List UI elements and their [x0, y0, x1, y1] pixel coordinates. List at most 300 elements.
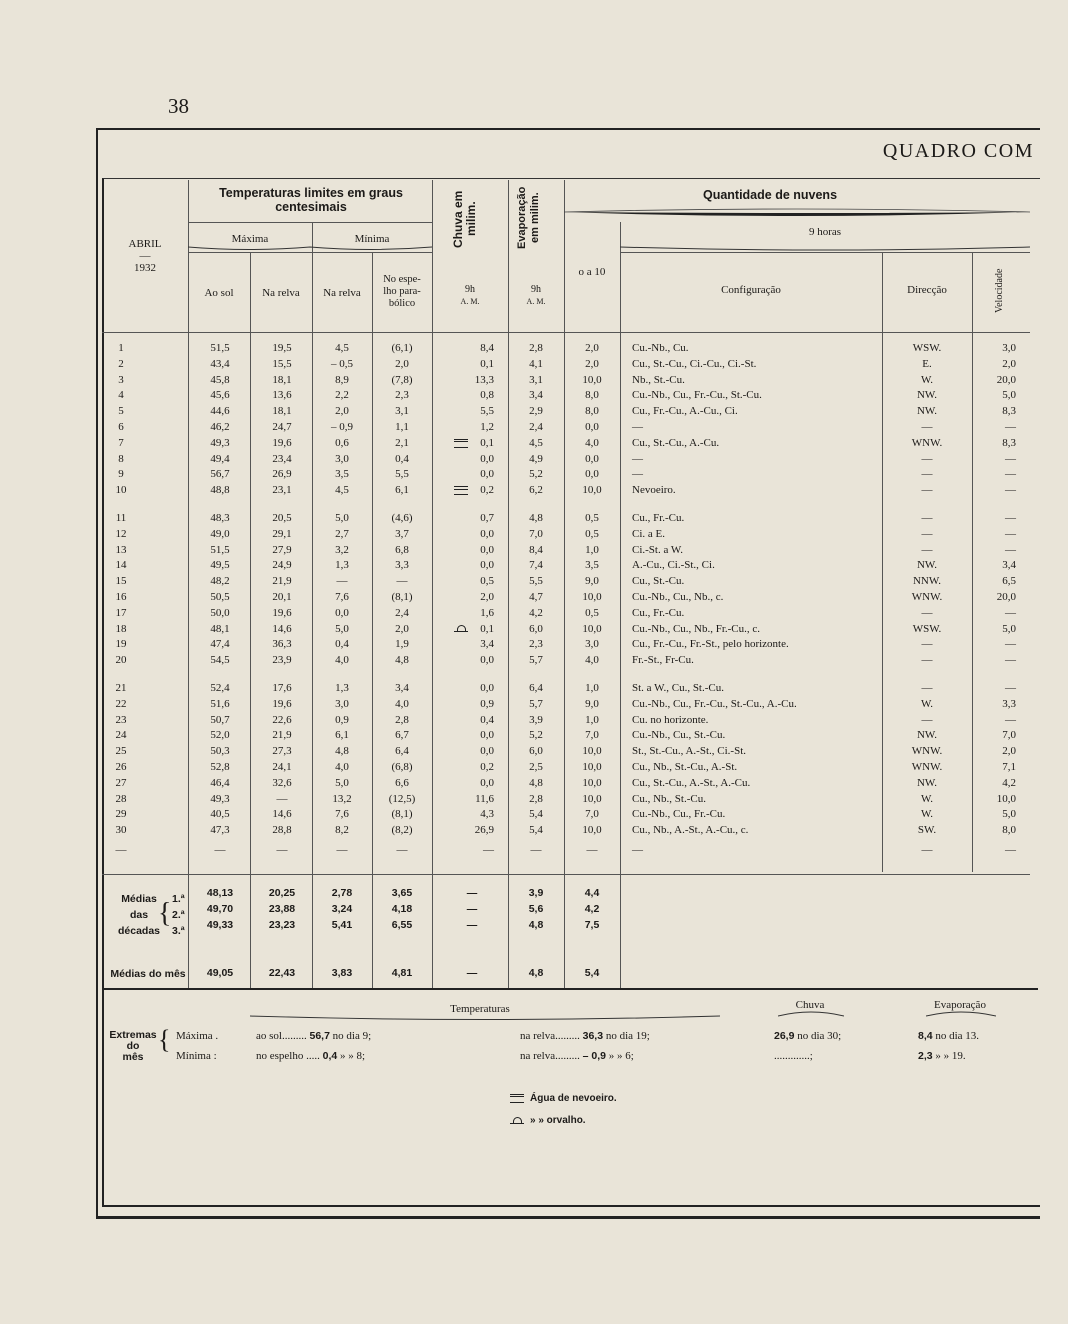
- cell-sol: 48,8: [210, 484, 230, 497]
- cell-neb: 10,0: [582, 792, 602, 805]
- das-label: das: [129, 909, 149, 921]
- header-swoosh: [188, 244, 432, 254]
- cell-d: 18: [115, 622, 127, 635]
- cell-ev: 6,0: [529, 745, 543, 758]
- row-divider: [102, 988, 1038, 990]
- cell-ev: 2,3: [529, 638, 543, 651]
- cell-dir: NW.: [916, 776, 938, 789]
- evaporacao-title: Evaporação: [934, 999, 986, 1011]
- cell-rmx: 29,1: [272, 527, 292, 540]
- table-row: [102, 712, 1038, 728]
- direccao-header: Direcção: [907, 284, 947, 296]
- cell-neb: 0,0: [585, 468, 599, 481]
- year-label: 1932: [134, 262, 156, 274]
- cell-d: 22: [115, 697, 127, 710]
- table-row: [102, 696, 1038, 712]
- table-title: QUADRO COM: [882, 140, 1034, 162]
- cell-rmn: 5,0: [335, 622, 349, 635]
- cell-ch: 2,0: [480, 591, 494, 603]
- cell-ch: 13,3: [474, 373, 494, 386]
- cell-d: 29: [115, 808, 127, 821]
- cell-cfg: Nb., St.-Cu.: [632, 373, 685, 386]
- month-label: ABRIL: [128, 238, 162, 250]
- cell-neb: 4,0: [585, 654, 599, 667]
- cell-vel: 3,3: [1002, 697, 1016, 710]
- cell-dir: WNW.: [911, 761, 943, 773]
- table-row: [102, 482, 1038, 498]
- cell-cfg: Cu., Nb., St.-Cu.: [632, 792, 706, 805]
- cell-ev: 4,5: [529, 436, 543, 449]
- cell-rmn: 3,5: [335, 468, 349, 481]
- table-row: [102, 652, 1038, 668]
- cell-cfg: Cu., St.-Cu., A.-Cu.: [632, 436, 720, 449]
- cell-vel: 5,0: [1002, 808, 1016, 821]
- row-divider: [102, 874, 1030, 875]
- cell-ev: 4,9: [529, 452, 543, 465]
- summary-row: [102, 901, 1038, 917]
- cell-d: 8: [118, 452, 124, 465]
- cell-rmn: 8,2: [335, 824, 349, 837]
- cell-ev: 5,5: [529, 575, 543, 588]
- cell-esp: 3,1: [395, 405, 409, 418]
- table-row: [102, 589, 1038, 605]
- table-row: [102, 806, 1038, 822]
- cell-sol: 50,0: [210, 606, 230, 619]
- summary-cell-rmx: 20,25: [268, 887, 296, 899]
- cell-neb: 0,0: [585, 421, 599, 433]
- cell-dir: —: [921, 468, 933, 481]
- cell-d: 1: [118, 342, 124, 354]
- cell-cfg: Cu.-Nb., Cu., St.-Cu.: [632, 729, 726, 742]
- cell-ch: 0,2: [480, 484, 494, 497]
- cell-cfg: —: [632, 468, 643, 481]
- summary-cell-ch: —: [466, 919, 478, 931]
- cell-rmx: 14,6: [272, 808, 292, 821]
- cell-rmn: —: [336, 844, 348, 856]
- cell-cfg: Cu., Nb., St.-Cu., A.-St.: [632, 761, 738, 773]
- cell-sol: 46,2: [210, 421, 230, 433]
- cell-neb: 2,0: [585, 357, 599, 370]
- cell-dir: E.: [922, 357, 932, 370]
- cell-cfg: Nevoeiro.: [632, 484, 676, 497]
- legend-fog: Água de nevoeiro.: [530, 1093, 617, 1104]
- cell-neb: 7,0: [585, 808, 599, 821]
- cell-vel: —: [1005, 527, 1016, 540]
- medias-label: Médias: [121, 893, 157, 905]
- cell-esp: (6,1): [391, 342, 413, 354]
- cell-rmx: 22,6: [272, 713, 292, 726]
- cell-ch: 0,0: [480, 468, 494, 481]
- cell-dir: —: [921, 452, 933, 465]
- cell-rmx: 27,9: [272, 543, 292, 556]
- decadas-label: décadas: [117, 925, 161, 937]
- cell-rmx: 19,6: [272, 606, 292, 619]
- brace: {: [158, 1025, 171, 1054]
- cell-ch: 1,2: [480, 421, 494, 433]
- cell-dir: —: [921, 543, 933, 556]
- velocidade-header: Velocidade: [994, 268, 1005, 314]
- table-row: [102, 621, 1038, 637]
- cell-neb: 0,0: [585, 452, 599, 465]
- cell-sol: 51,6: [210, 697, 230, 710]
- cell-d: 20: [115, 654, 127, 667]
- cell-d: 2: [118, 357, 124, 370]
- month-cell-neb: 5,4: [584, 967, 600, 979]
- cell-rmn: —: [336, 575, 348, 588]
- cell-rmn: 3,0: [335, 452, 349, 465]
- cell-rmn: 5,0: [335, 512, 349, 524]
- summary-cell-ch: —: [466, 903, 478, 915]
- cell-sol: —: [214, 844, 226, 856]
- cell-rmn: 7,6: [335, 808, 349, 821]
- table-row: [102, 356, 1038, 372]
- cell-vel: 8,3: [1002, 436, 1016, 449]
- cell-sol: 56,7: [210, 468, 230, 481]
- nuvens-header: Quantidade de nuvens: [702, 188, 838, 202]
- cell-ch: 0,1: [480, 357, 494, 370]
- cell-vel: —: [1005, 543, 1016, 556]
- cell-d: 3: [118, 373, 124, 386]
- cell-ch: 0,0: [480, 745, 494, 758]
- table-row: [102, 542, 1038, 558]
- cell-vel: —: [1005, 606, 1016, 619]
- cell-d: 16: [115, 591, 127, 603]
- nove-horas-header: 9 horas: [808, 226, 842, 238]
- cell-ev: 6,4: [529, 682, 543, 694]
- cell-dir: SW.: [917, 824, 937, 837]
- cell-cfg: St., St.-Cu., A.-St., Ci.-St.: [632, 745, 747, 758]
- cell-d: 6: [118, 421, 124, 433]
- cell-vel: 3,4: [1002, 559, 1016, 572]
- cell-d: 14: [115, 559, 127, 572]
- cell-dir: W.: [920, 697, 934, 710]
- cell-esp: 3,3: [395, 559, 409, 572]
- temperaturas-title: Temperaturas: [450, 1003, 510, 1015]
- cell-cfg: Cu.-Nb., Cu., Fr.-Cu., St.-Cu., A.-Cu.: [632, 697, 797, 710]
- cell-rmx: 24,9: [272, 559, 292, 572]
- cell-cfg: Fr.-St., Fr-Cu.: [632, 654, 694, 667]
- cell-sol: 47,4: [210, 638, 230, 651]
- cell-rmx: 23,9: [272, 654, 292, 667]
- cell-ch: 0,2: [480, 761, 494, 773]
- cell-neb: 0,5: [585, 527, 599, 540]
- cell-neb: 0,5: [585, 512, 599, 524]
- cell-rmx: 23,4: [272, 452, 292, 465]
- min-esp-day: » » 8;: [339, 1050, 366, 1062]
- cell-rmx: 20,5: [272, 512, 292, 524]
- decada-1: 1.ª: [172, 893, 185, 905]
- month-cell-ch: —: [466, 967, 478, 979]
- cell-esp: 6,4: [395, 745, 409, 758]
- decada-3: 3.ª: [172, 925, 185, 937]
- cell-ch: 3,4: [480, 638, 494, 651]
- cell-ch: 0,7: [480, 512, 494, 524]
- cell-dir: —: [921, 682, 933, 694]
- cell-cfg: —: [632, 421, 643, 433]
- cell-neb: 9,0: [585, 575, 599, 588]
- cell-d: 25: [115, 745, 127, 758]
- min-relva-value: – 0,9: [582, 1050, 606, 1062]
- relva-min-header: Na relva: [323, 287, 361, 299]
- cell-cfg: Cu., Fr.-Cu., A.-Cu., Ci.: [632, 405, 738, 418]
- table-row: [102, 743, 1038, 759]
- cell-cfg: Cu.-Nb., Cu., Fr.-Cu.: [632, 808, 726, 821]
- cell-ch: —: [483, 844, 494, 856]
- table-row: [102, 419, 1038, 435]
- summary-cell-sol: 49,33: [206, 919, 234, 931]
- cell-ev: 2,9: [529, 405, 543, 418]
- cell-ch: 0,0: [480, 452, 494, 465]
- cell-rmn: 2,2: [335, 389, 349, 402]
- cell-d: 12: [115, 527, 127, 540]
- cell-sol: 45,8: [210, 373, 230, 386]
- section-swoosh: [250, 1014, 720, 1024]
- cell-d: 24: [115, 729, 127, 742]
- month-dash: —: [139, 250, 151, 262]
- cell-sol: 49,3: [210, 436, 230, 449]
- cell-ev: 5,2: [529, 729, 543, 742]
- cell-cfg: Cu., St.-Cu., A.-St., A.-Cu.: [632, 776, 751, 789]
- max-chuva-value: 26,9: [774, 1030, 795, 1042]
- row-divider: [188, 222, 432, 223]
- month-row: [102, 965, 1038, 981]
- month-cell-rmn: 3,83: [331, 967, 353, 979]
- cell-d: 9: [118, 468, 124, 481]
- cell-sol: 50,3: [210, 745, 230, 758]
- summary-row: [102, 885, 1038, 901]
- cell-sol: 52,8: [210, 761, 230, 773]
- cell-dir: —: [921, 512, 933, 524]
- summary-cell-ch: —: [466, 887, 478, 899]
- max-sol-day: no dia 9;: [332, 1030, 372, 1042]
- table-row: [102, 526, 1038, 542]
- cell-rmn: 4,0: [335, 654, 349, 667]
- cell-dir: WNW.: [911, 745, 943, 758]
- evaporacao-header: Evaporação em milim.: [516, 186, 541, 250]
- cell-rmn: 13,2: [332, 792, 352, 805]
- summary-cell-esp: 4,18: [391, 903, 413, 915]
- cell-ch: 26,9: [474, 824, 494, 837]
- cell-rmn: 4,8: [335, 745, 349, 758]
- cell-esp: 3,7: [395, 527, 409, 540]
- cell-vel: 10,0: [996, 792, 1016, 805]
- cell-dir: WNW.: [911, 436, 943, 449]
- cell-vel: 2,0: [1002, 357, 1016, 370]
- cell-rmn: – 0,5: [331, 357, 353, 370]
- summary-cell-rmx: 23,23: [268, 919, 296, 931]
- max-sol-value: 56,7: [309, 1030, 330, 1042]
- cell-ev: 4,8: [529, 512, 543, 524]
- cell-ev: 3,1: [529, 373, 543, 386]
- cell-neb: 10,0: [582, 484, 602, 497]
- cell-dir: W.: [920, 373, 934, 386]
- cell-sol: 49,4: [210, 452, 230, 465]
- cell-cfg: Cu., St.-Cu.: [632, 575, 685, 588]
- cell-cfg: St. a W., Cu., St.-Cu.: [632, 682, 724, 694]
- month-cell-rmx: 22,43: [268, 967, 296, 979]
- cell-rmn: 4,0: [335, 761, 349, 773]
- table-row: [102, 557, 1038, 573]
- cell-ch: 0,0: [480, 543, 494, 556]
- cell-ev: 6,0: [529, 622, 543, 635]
- cell-neb: 8,0: [585, 389, 599, 402]
- cell-dir: WNW.: [911, 591, 943, 603]
- cell-sol: 46,4: [210, 776, 230, 789]
- cell-neb: 0,5: [585, 606, 599, 619]
- cell-sol: 48,1: [210, 622, 230, 635]
- cell-sol: 48,2: [210, 575, 230, 588]
- cell-rmx: —: [276, 844, 288, 856]
- cell-cfg: —: [632, 844, 643, 856]
- cell-esp: 2,4: [395, 606, 409, 619]
- cell-d: 13: [115, 543, 127, 556]
- cell-cfg: Cu., St.-Cu., Ci.-Cu., Ci.-St.: [632, 357, 757, 370]
- cell-d: 15: [115, 575, 127, 588]
- cell-rmx: 18,1: [272, 405, 292, 418]
- cell-cfg: Cu., Fr.-Cu., Fr.-St., pelo horizonte.: [632, 638, 789, 651]
- header-swoosh: [564, 204, 1030, 220]
- cell-ev: 5,2: [529, 468, 543, 481]
- cell-rmx: 21,9: [272, 575, 292, 588]
- cell-esp: 0,4: [395, 452, 409, 465]
- cell-vel: 4,2: [1002, 776, 1016, 789]
- cell-rmx: 15,5: [272, 357, 292, 370]
- cell-ev: 4,2: [529, 606, 543, 619]
- cell-rmx: 14,6: [272, 622, 292, 635]
- table-row: [102, 727, 1038, 743]
- cell-rmx: 24,7: [272, 421, 292, 433]
- max-relva-label: na relva.........: [520, 1030, 580, 1042]
- cell-vel: —: [1005, 844, 1016, 856]
- summary-cell-neb: 4,4: [584, 887, 600, 899]
- cell-ch: 4,3: [480, 808, 494, 821]
- cell-rmn: 7,6: [335, 591, 349, 603]
- cell-vel: 6,5: [1002, 575, 1016, 588]
- cell-vel: 20,0: [996, 373, 1016, 386]
- table-row: [102, 842, 1038, 858]
- cell-rmn: 0,6: [335, 436, 349, 449]
- min-evap-day: » » 19.: [935, 1050, 966, 1062]
- cell-d: —: [115, 844, 127, 856]
- cell-dir: NNW.: [912, 575, 941, 588]
- cell-sol: 52,4: [210, 682, 230, 694]
- summary-cell-neb: 4,2: [584, 903, 600, 915]
- cell-vel: 5,0: [1002, 389, 1016, 402]
- cell-d: 5: [118, 405, 124, 418]
- cell-dir: NW.: [916, 405, 938, 418]
- table-row: [102, 340, 1038, 356]
- cell-rmn: 0,0: [335, 606, 349, 619]
- cell-esp: (7,8): [391, 373, 413, 386]
- extreme-min-label: Mínima :: [176, 1050, 217, 1062]
- max-relva-day: no dia 19;: [605, 1030, 650, 1042]
- table-row: [102, 451, 1038, 467]
- cell-rmx: 28,8: [272, 824, 292, 837]
- cell-neb: —: [586, 844, 598, 856]
- cell-vel: 2,0: [1002, 745, 1016, 758]
- cell-vel: —: [1005, 484, 1016, 497]
- cell-sol: 50,5: [210, 591, 230, 603]
- cell-sol: 49,3: [210, 792, 230, 805]
- header-swoosh: [620, 243, 1030, 253]
- cell-esp: 2,0: [395, 622, 409, 635]
- cell-rmx: 19,6: [272, 697, 292, 710]
- cell-dir: W.: [920, 808, 934, 821]
- cell-ev: 4,8: [529, 776, 543, 789]
- cell-d: 4: [118, 389, 124, 402]
- cell-esp: —: [396, 844, 408, 856]
- min-relva-day: » » 6;: [608, 1050, 634, 1062]
- cell-ev: 7,4: [529, 559, 543, 572]
- cell-sol: 49,5: [210, 559, 230, 572]
- summary-cell-neb: 7,5: [584, 919, 600, 931]
- month-cell-esp: 4,81: [391, 967, 413, 979]
- cell-cfg: —: [632, 452, 643, 465]
- cell-d: 17: [115, 606, 127, 619]
- page-number: 38: [168, 94, 189, 118]
- table-row: [102, 372, 1038, 388]
- chuva-header: Chuva em milim.: [451, 190, 478, 248]
- cell-esp: 1,9: [395, 638, 409, 651]
- cell-dir: NW.: [916, 389, 938, 402]
- cell-dir: WSW.: [912, 622, 942, 635]
- cell-neb: 10,0: [582, 761, 602, 773]
- cell-vel: 8,3: [1002, 405, 1016, 418]
- fog-symbol-icon: [454, 486, 468, 495]
- maxima-header: Máxima: [231, 233, 269, 245]
- min-chuva: .............;: [774, 1050, 813, 1062]
- cell-esp: (8,1): [391, 591, 413, 603]
- minima-header: Mínima: [354, 233, 390, 245]
- brace: {: [158, 898, 172, 929]
- cell-vel: —: [1005, 421, 1016, 433]
- decada-2: 2.ª: [172, 909, 185, 921]
- cell-vel: —: [1005, 654, 1016, 667]
- cell-ch: 0,0: [480, 654, 494, 667]
- cell-rmn: 8,9: [335, 373, 349, 386]
- cell-rmx: 17,6: [272, 682, 292, 694]
- cell-rmn: 2,7: [335, 527, 349, 540]
- cell-neb: 10,0: [582, 373, 602, 386]
- cell-dir: —: [921, 527, 933, 540]
- section-swoosh: [778, 1010, 844, 1020]
- cell-vel: —: [1005, 512, 1016, 524]
- summary-cell-rmn: 3,24: [331, 903, 353, 915]
- cell-sol: 52,0: [210, 729, 230, 742]
- cell-rmx: 19,6: [272, 436, 292, 449]
- summary-cell-rmx: 23,88: [268, 903, 296, 915]
- cell-ev: —: [530, 844, 542, 856]
- cell-vel: 3,0: [1002, 342, 1016, 354]
- cell-esp: 2,8: [395, 713, 409, 726]
- cell-ev: 4,7: [529, 591, 543, 603]
- cell-dir: NW.: [916, 729, 938, 742]
- cell-d: 27: [115, 776, 127, 789]
- fog-symbol-icon: [510, 1094, 524, 1103]
- cell-ev: 3,4: [529, 389, 543, 402]
- max-sol-label: ao sol.........: [256, 1030, 307, 1042]
- cell-d: 21: [115, 682, 127, 694]
- cell-d: 23: [115, 713, 127, 726]
- cell-dir: —: [921, 713, 933, 726]
- min-esp-value: 0,4: [322, 1050, 338, 1062]
- cell-sol: 51,5: [210, 543, 230, 556]
- cell-ch: 0,1: [480, 436, 494, 449]
- cell-neb: 10,0: [582, 622, 602, 635]
- cell-rmn: 6,1: [335, 729, 349, 742]
- summary-cell-esp: 3,65: [391, 887, 413, 899]
- cell-rmn: 1,3: [335, 559, 349, 572]
